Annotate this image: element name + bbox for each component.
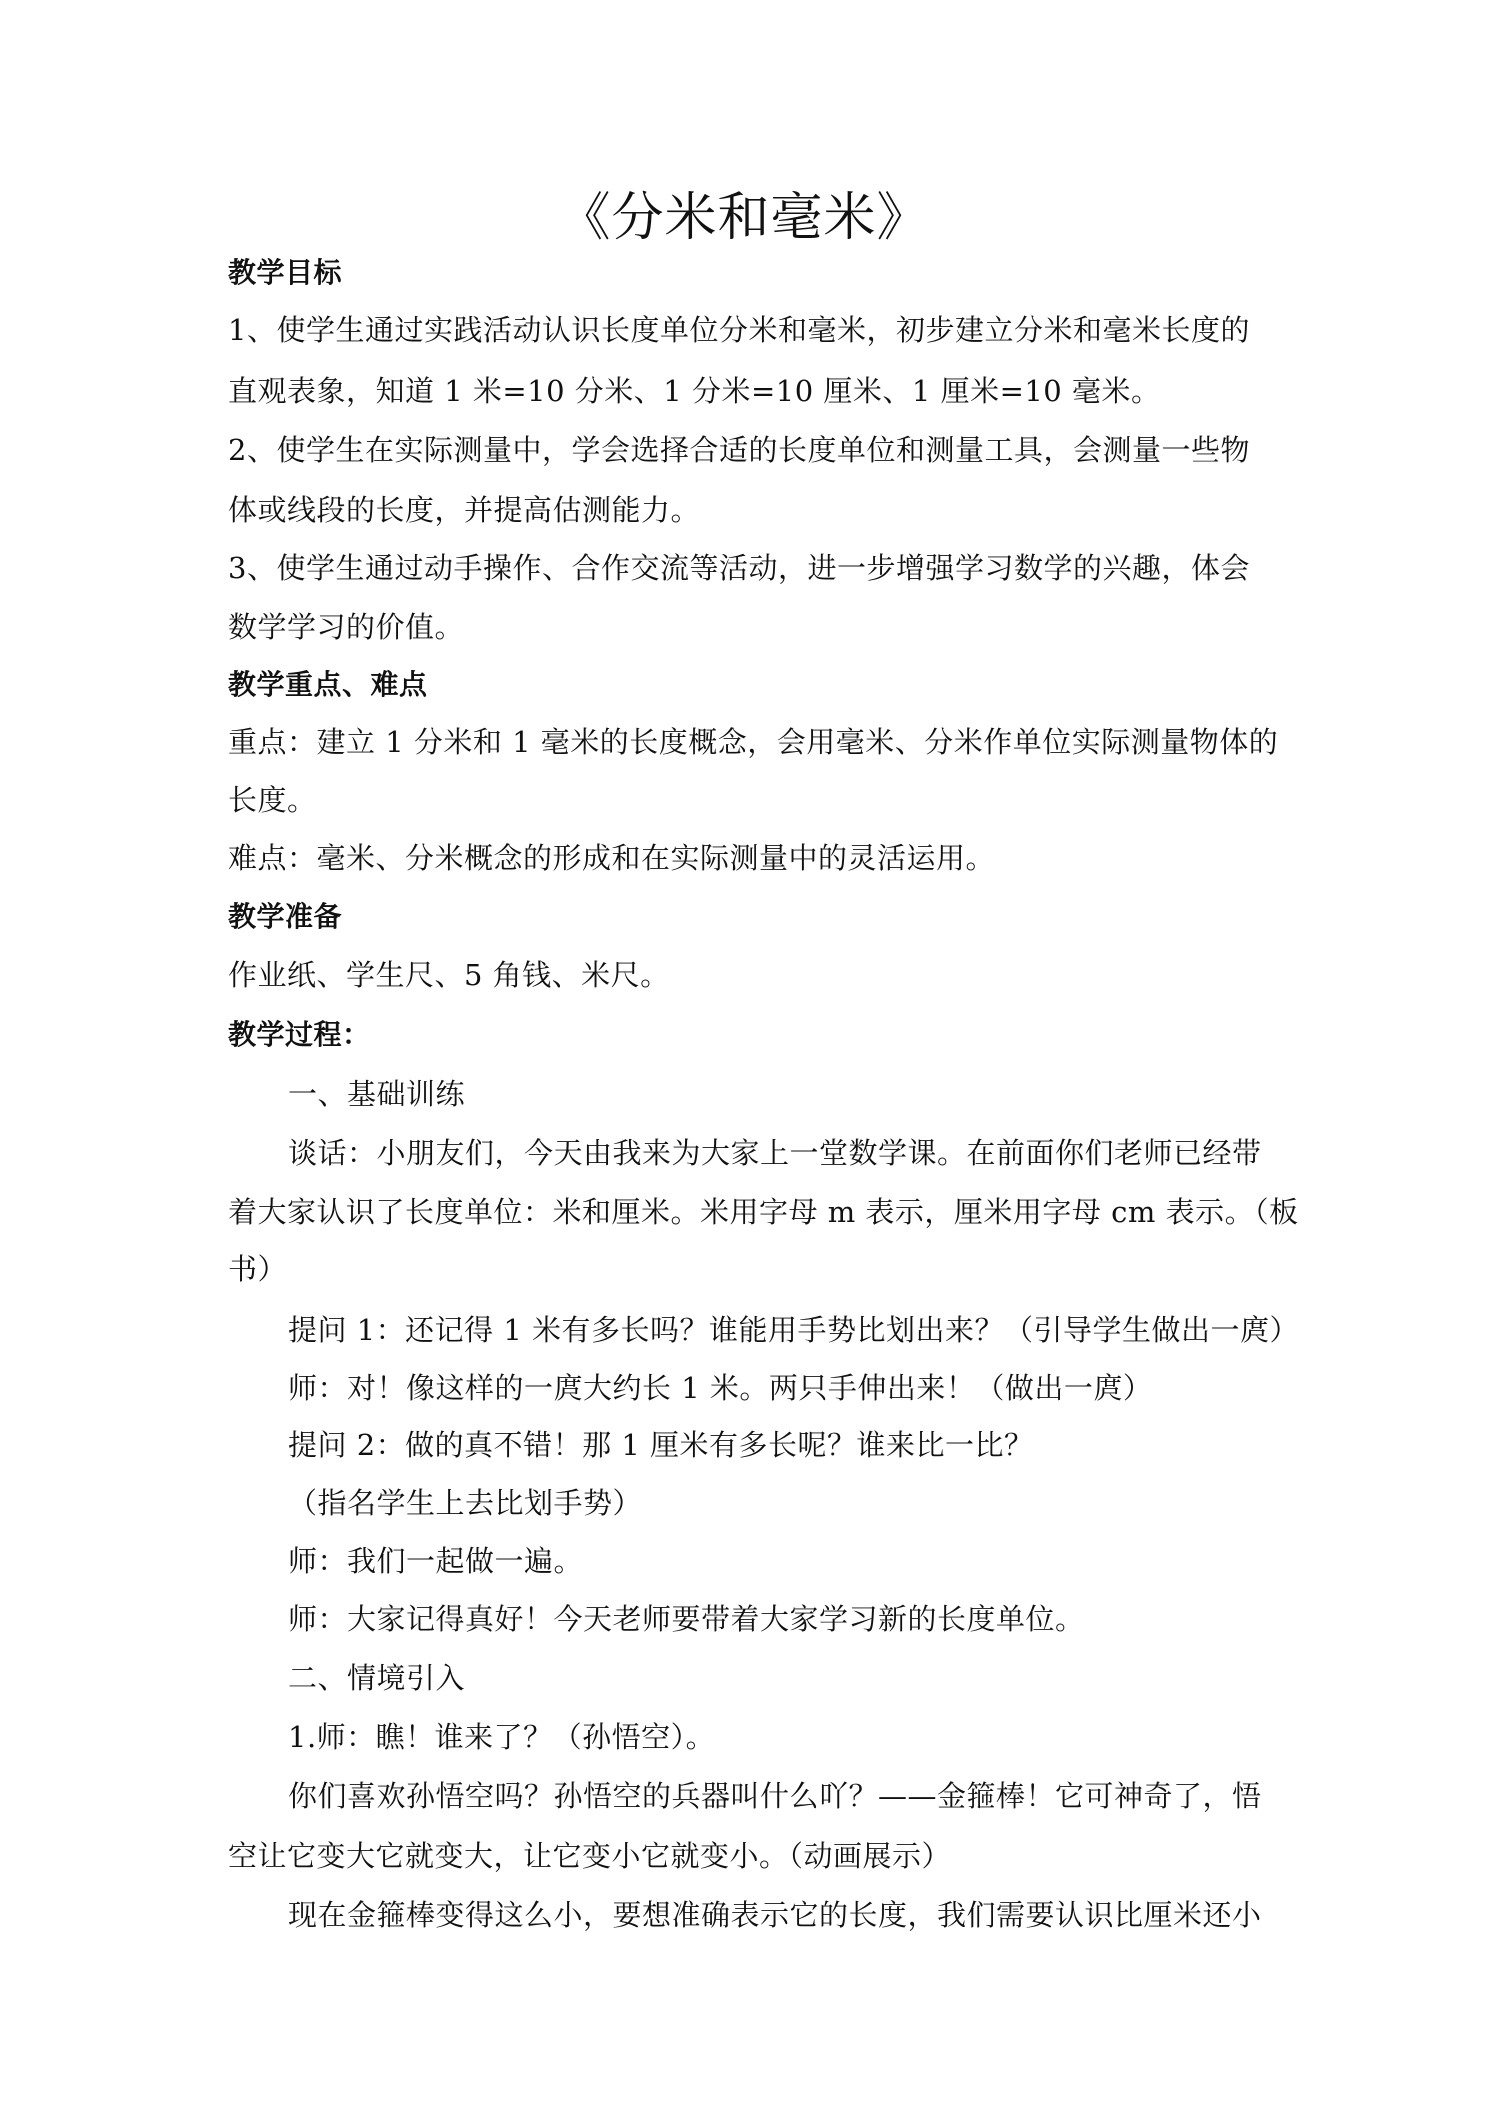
goal-3-line-2: 数学学习的价值。 [228, 610, 465, 644]
heading-teaching-process: 教学过程： [228, 1018, 371, 1051]
document-title: 《分米和毫米》 [558, 188, 930, 248]
talk-line-2: 着大家认识了长度单位：米和厘米。米用字母 m 表示，厘米用字母 cm 表示。（板 [228, 1195, 1299, 1229]
goal-1-line-1: 1、使学生通过实践活动认识长度单位分米和毫米，初步建立分米和毫米长度的 [228, 313, 1250, 347]
scene-line-3: 空让它变大它就变大，让它变小它就变小。（动画展示） [228, 1839, 952, 1873]
section-1-title: 一、基础训练 [288, 1077, 466, 1111]
stage-direction: （指名学生上去比划手势） [288, 1486, 643, 1520]
question-1: 提问 1：还记得 1 米有多长吗？谁能用手势比划出来？（引导学生做出一庹） [288, 1313, 1300, 1347]
key-point-line-2: 长度。 [228, 783, 317, 817]
goal-3-line-1: 3、使学生通过动手操作、合作交流等活动，进一步增强学习数学的兴趣，体会 [228, 551, 1250, 585]
key-point-line-1: 重点：建立 1 分米和 1 毫米的长度概念，会用毫米、分米作单位实际测量物体的 [228, 725, 1279, 759]
section-2-title: 二、情境引入 [288, 1661, 466, 1695]
talk-line-3: 书） [228, 1252, 288, 1286]
teacher-line-3: 师：大家记得真好！今天老师要带着大家学习新的长度单位。 [288, 1602, 1085, 1636]
question-2: 提问 2：做的真不错！那 1 厘米有多长呢？谁来比一比？ [288, 1428, 1034, 1462]
goal-2-line-2: 体或线段的长度，并提高估测能力。 [228, 493, 701, 527]
heading-preparation: 教学准备 [228, 900, 343, 933]
difficult-point: 难点：毫米、分米概念的形成和在实际测量中的灵活运用。 [228, 841, 996, 875]
goal-2-line-1: 2、使学生在实际测量中，学会选择合适的长度单位和测量工具，会测量一些物 [228, 433, 1250, 467]
scene-line-1: 1.师：瞧！谁来了？（孙悟空）。 [288, 1720, 716, 1754]
scene-line-4: 现在金箍棒变得这么小，要想准确表示它的长度，我们需要认识比厘米还小 [288, 1898, 1262, 1932]
teacher-line-2: 师：我们一起做一遍。 [288, 1544, 584, 1578]
goal-1-line-2: 直观表象，知道 1 米=10 分米、1 分米=10 厘米、1 厘米=10 毫米。 [228, 374, 1161, 408]
preparation-items: 作业纸、学生尺、5 角钱、米尺。 [228, 958, 670, 992]
heading-teaching-goals: 教学目标 [228, 256, 343, 289]
scene-line-2: 你们喜欢孙悟空吗？孙悟空的兵器叫什么吖？——金箍棒！它可神奇了，悟 [288, 1779, 1262, 1813]
talk-line-1: 谈话：小朋友们，今天由我来为大家上一堂数学课。在前面你们老师已经带 [288, 1136, 1262, 1170]
heading-key-difficult-points: 教学重点、难点 [228, 668, 428, 701]
teacher-line-1: 师：对！像这样的一庹大约长 1 米。两只手伸出来！（做出一庹） [288, 1371, 1153, 1405]
